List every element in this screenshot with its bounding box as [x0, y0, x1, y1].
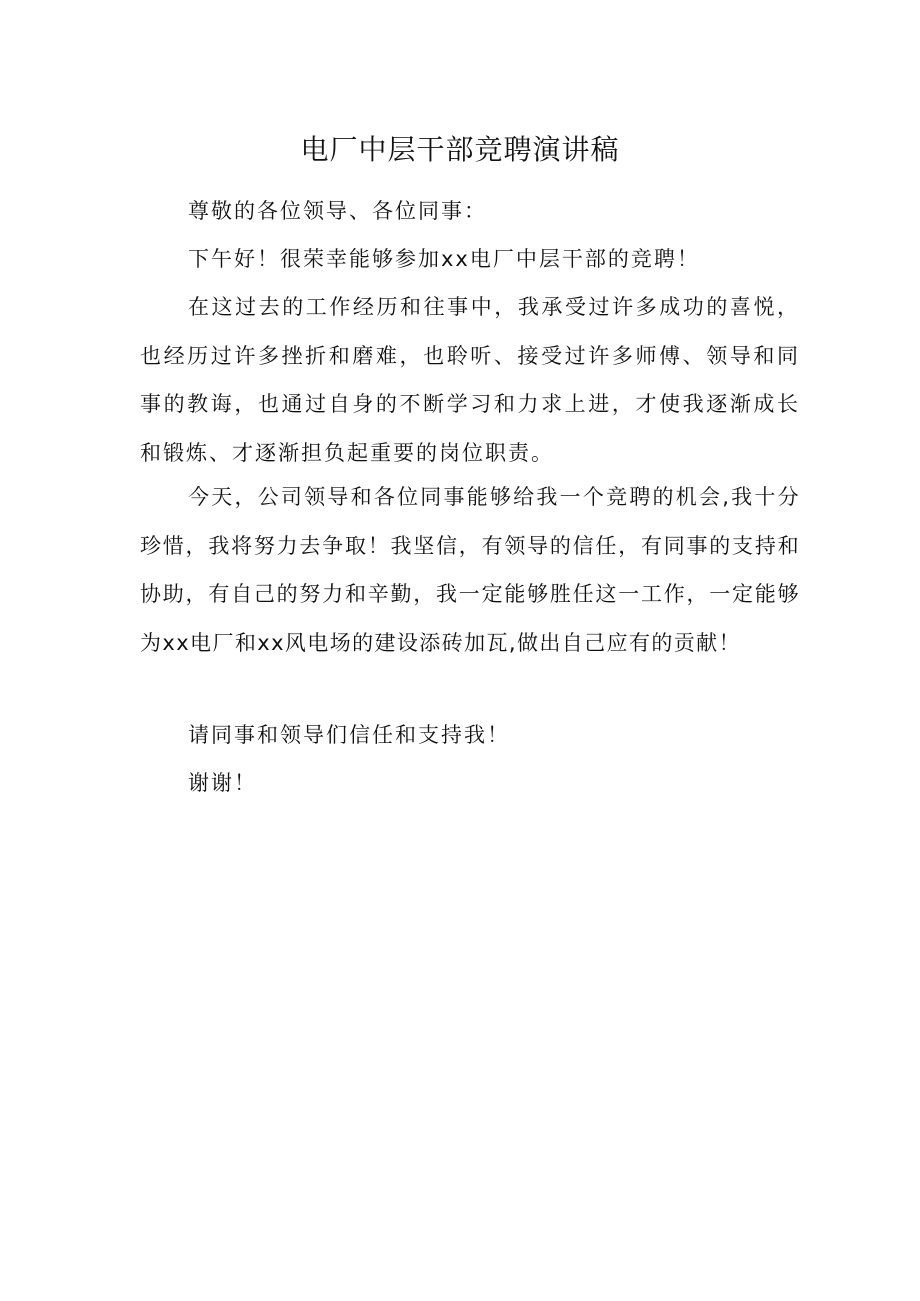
paragraph-commitment: 今天，公司领导和各位同事能够给我一个竞聘的机会,我十分珍惜，我将努力去争取！我坚信，有领导的信任，有同事的支持和协助，有自己的努力和辛勤，我一定能够胜任这一工作，一定能够为xx电厂和xx风电场的建设添砖加瓦,做出自己应有的贡献！: [140, 485, 800, 655]
salutation: 尊敬的各位领导、各位同事：: [188, 199, 487, 223]
opening-line: 下午好！很荣幸能够参加xx电厂中层干部的竞聘！: [188, 247, 700, 271]
closing-line: 请同事和领导们信任和支持我！: [188, 723, 510, 747]
thanks-line: 谢谢！: [188, 771, 257, 795]
paragraph-experience: 在这过去的工作经历和往事中，我承受过许多成功的喜悦，也经历过许多挫折和磨难，也聆听、接受过许多师傅、领导和同事的教诲，也通过自身的不断学习和力求上进，才使我逐渐成长和锻炼、才逐渐担负起重要的岗位职责。: [140, 295, 800, 465]
document-title: 电厂中层干部竞聘演讲稿: [300, 133, 620, 166]
